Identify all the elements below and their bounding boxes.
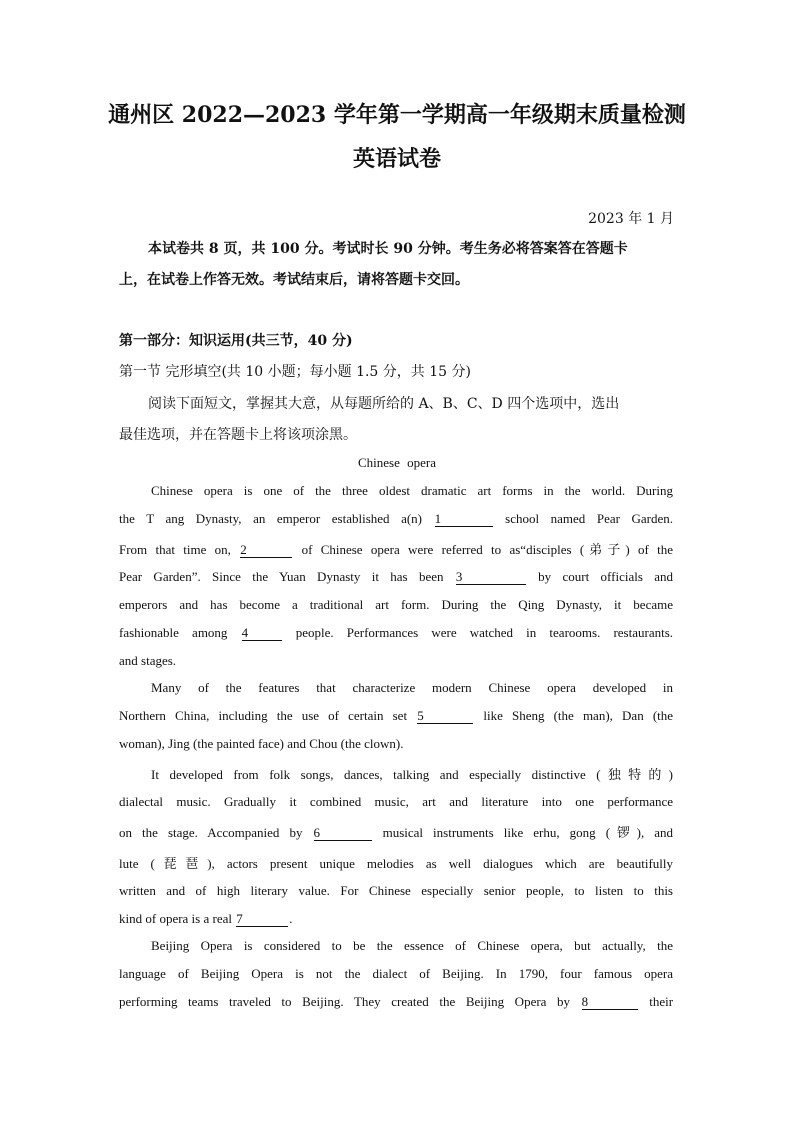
cloze-blank: 1 [435, 512, 493, 527]
exam-subtitle: 英语试卷 [352, 146, 441, 172]
passage-line: emperors and has become a traditional art form. During the Qing Dynasty, it became [119, 597, 673, 612]
passage-text: their [649, 994, 674, 1009]
notice-line-1: 本试卷共 8 页，共 100 分。考试时长 90 分钟。考生务必将答案答在答题卡 [148, 241, 628, 257]
passage-text: . [289, 911, 293, 926]
passage-line: It developed from folk songs, dances, talking and especially distinctive (独特的) [151, 767, 673, 782]
passage-text: performing teams traveled to Beijing. They created the Beijing Opera by [119, 994, 571, 1009]
instruction-line-1: 阅读下面短文，掌握其大意，从每题所给的 A、B、C、D 四个选项中，选出 [148, 396, 620, 412]
passage-line: lute (琵琶), actors present unique melodies as well dialogues which are beautifully [119, 856, 673, 871]
passage-line: Chinese opera is one of the three oldest dramatic art forms in the world. During [151, 483, 673, 498]
passage-text: the T ang Dynasty, an emperor established a(n) [119, 511, 423, 526]
cloze-blank: 3 [456, 570, 526, 585]
passage-line: dialectal music. Gradually it combined music, art and literature into one performance [119, 794, 673, 809]
passage-text: kind of opera is a real [119, 911, 232, 926]
passage-text: people. Performances were watched in tearooms. restaurants. [295, 625, 674, 640]
passage-text: From that time on, [119, 542, 231, 557]
passage-line: written and of high literary value. For Chinese especially senior people, to listen to this [119, 883, 673, 898]
passage-line: and stages. [119, 653, 177, 668]
passage-text: on the stage. Accompanied by [119, 825, 303, 840]
passage-text: of Chinese opera were referred to as“disciples (弟子) of the [301, 542, 674, 557]
passage-text: Pear Garden”. Since the Yuan Dynasty it has been [119, 569, 444, 584]
passage-text: school named Pear Garden. [505, 511, 674, 526]
cloze-blank: 7 [236, 912, 288, 927]
cloze-blank: 2 [240, 543, 292, 558]
passage-line [119, 625, 673, 641]
passage-line: woman), Jing (the painted face) and Chou (the clown). [119, 736, 404, 751]
passage-line [119, 994, 673, 1010]
notice-line-2: 上，在试卷上作答无效。考试结束后，请将答题卡交回。 [119, 272, 469, 288]
passage-text: by court officials and [538, 569, 674, 584]
section1-heading: 第一节 完形填空(共 10 小题；每小题 1.5 分，共 15 分) [119, 364, 471, 380]
passage-text: musical instruments like erhu, gong (锣), and [382, 825, 674, 840]
passage-line: Many of the features that characterize modern Chinese opera developed in [151, 680, 673, 695]
passage-text: Northern China, including the use of certain set [119, 708, 408, 723]
passage-line [119, 822, 673, 841]
passage-title: Chinese opera [357, 455, 436, 470]
passage-line [119, 911, 673, 927]
passage-line: Beijing Opera is considered to be the essence of Chinese opera, but actually, the [151, 938, 673, 953]
cloze-blank: 5 [417, 709, 473, 724]
cloze-blank: 8 [582, 995, 638, 1010]
exam-date: 2023 年 1 月 [588, 211, 674, 227]
cloze-blank: 4 [242, 626, 282, 641]
passage-line [119, 511, 673, 527]
passage-line: language of Beijing Opera is not the dialect of Beijing. In 1790, four famous opera [119, 966, 673, 981]
passage-line [119, 569, 673, 585]
passage-text: like Sheng (the man), Dan (the [483, 708, 674, 723]
exam-title: 通州区 2022—2023 学年第一学期高一年级期末质量检测 [108, 102, 686, 128]
passage-text: fashionable among [119, 625, 228, 640]
passage-line [119, 708, 673, 724]
passage-line [119, 539, 673, 558]
cloze-blank: 6 [314, 826, 372, 841]
part1-heading: 第一部分：知识运用(共三节，40 分) [119, 333, 353, 349]
instruction-line-2: 最佳选项，并在答题卡上将该项涂黑。 [119, 427, 357, 443]
